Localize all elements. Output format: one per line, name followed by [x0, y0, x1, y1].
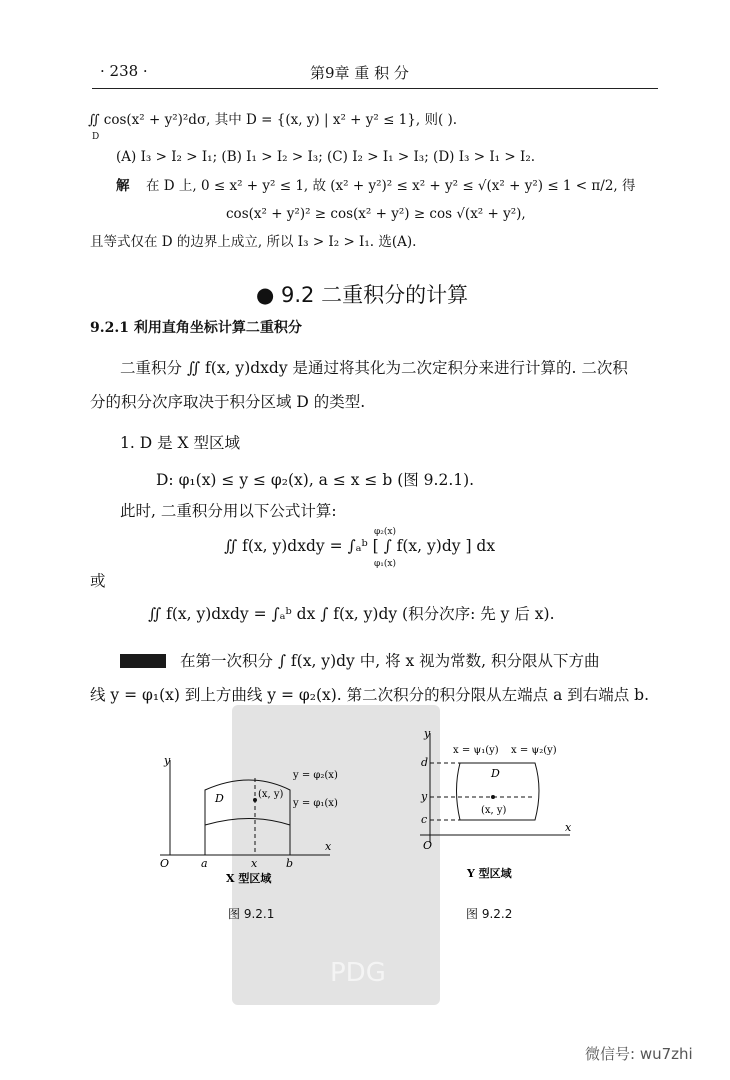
solution-inequality: cos(x² + y²)² ≥ cos(x² + y²) ≥ cos √(x² + y²),	[226, 206, 526, 222]
section-title	[256, 279, 468, 309]
fig1-upper: y = φ₂(x)	[293, 770, 338, 781]
solution-conclusion: 且等式仅在 D 的边界上成立, 所以 I₃ > I₂ > I₁. 选(A).	[90, 234, 417, 250]
fig2-ymark: y	[421, 790, 428, 803]
fig1-origin: O	[160, 857, 170, 870]
fig2-d: d	[421, 756, 429, 769]
formula-1: ∬ f(x, y)dxdy = ∫ₐᵇ [ ∫ f(x, y)dy ] dx	[224, 537, 496, 555]
paragraph-line: 在第一次积分 ∫ f(x, y)dy 中, 将 x 视为常数, 积分限从下方曲	[180, 652, 600, 670]
paragraph-line: 分的积分次序取决于积分区域 D 的类型.	[90, 393, 366, 411]
figure-y-region	[415, 725, 585, 885]
formula-2: ∬ f(x, y)dxdy = ∫ₐᵇ dx ∫ f(x, y)dy (积分次序: 先 y 后 x).	[148, 605, 555, 623]
integral-subscript: D	[92, 132, 100, 142]
fig1-region: D	[215, 792, 224, 805]
fig2-left: x = ψ₁(y)	[453, 745, 499, 756]
fig1-y-label: y	[164, 754, 171, 767]
section-title-text: 9.2 二重积分的计算	[281, 283, 469, 307]
choices-line: (A) I₃ > I₂ > I₁; (B) I₁ > I₂ > I₃; (C) I₂ > I₁ > I₃; (D) I₃ > I₁ > I₂.	[116, 149, 536, 165]
solution-label: 解	[116, 178, 130, 194]
fig1-point: (x, y)	[258, 789, 284, 800]
page-number: · 238 ·	[100, 62, 148, 80]
fig2-point: (x, y)	[481, 805, 507, 816]
problem-line: ∬ cos(x² + y²)²dσ, 其中 D = {(x, y) | x² + y² ≤ 1}, 则( ).	[88, 112, 458, 128]
fig2-region: D	[491, 767, 500, 780]
footer-wechat: 微信号: wu7zhi	[585, 1045, 693, 1063]
fig1-x-label: x	[325, 840, 332, 853]
limit-lower: φ₁(x)	[374, 559, 397, 569]
fig2-right: x = ψ₂(y)	[511, 745, 557, 756]
item-heading: 1. D 是 X 型区域	[120, 434, 240, 452]
header-rule	[92, 88, 658, 89]
point-dot	[491, 795, 495, 799]
paragraph-line: 二重积分 ∬ f(x, y)dxdy 是通过将其化为二次定积分来进行计算的. 二次积	[120, 359, 628, 377]
fig2-c: c	[421, 813, 428, 826]
limit-upper: φ₂(x)	[374, 527, 397, 537]
fig1-a: a	[201, 857, 208, 870]
domain-definition: D: φ₁(x) ≤ y ≤ φ₂(x), a ≤ x ≤ b (图 9.2.1).	[156, 471, 475, 489]
chapter-title: 第9章 重 积 分	[310, 64, 409, 82]
fig2-origin: O	[423, 839, 433, 852]
subsection-title: 9.2.1 利用直角坐标计算二重积分	[90, 320, 302, 336]
fig1-xmark: x	[251, 857, 258, 870]
or-word: 或	[90, 572, 106, 590]
fig1-b: b	[286, 857, 294, 870]
redaction-bar	[120, 654, 166, 668]
fig1-type: X 型区域	[226, 872, 272, 885]
watermark-text: PDG	[330, 958, 386, 988]
fig2-type: Y 型区域	[467, 867, 512, 880]
fig2-y-label: y	[424, 727, 431, 740]
paragraph-line: 线 y = φ₁(x) 到上方曲线 y = φ₂(x). 第二次积分的积分限从左端点 a 到右端点 b.	[90, 686, 650, 704]
fig1-lower: y = φ₁(x)	[293, 798, 338, 809]
figure-caption: 图 9.2.2	[466, 907, 513, 921]
point-dot	[253, 798, 257, 802]
bullet-icon: ●	[256, 283, 281, 307]
solution-line: 在 D 上, 0 ≤ x² + y² ≤ 1, 故 (x² + y²)² ≤ x² + y² ≤ √(x² + y²) ≤ 1 < π/2, 得	[146, 178, 636, 194]
figure-caption: 图 9.2.1	[228, 907, 275, 921]
fig2-x-label: x	[565, 821, 572, 834]
paragraph-line: 此时, 二重积分用以下公式计算:	[120, 502, 337, 520]
